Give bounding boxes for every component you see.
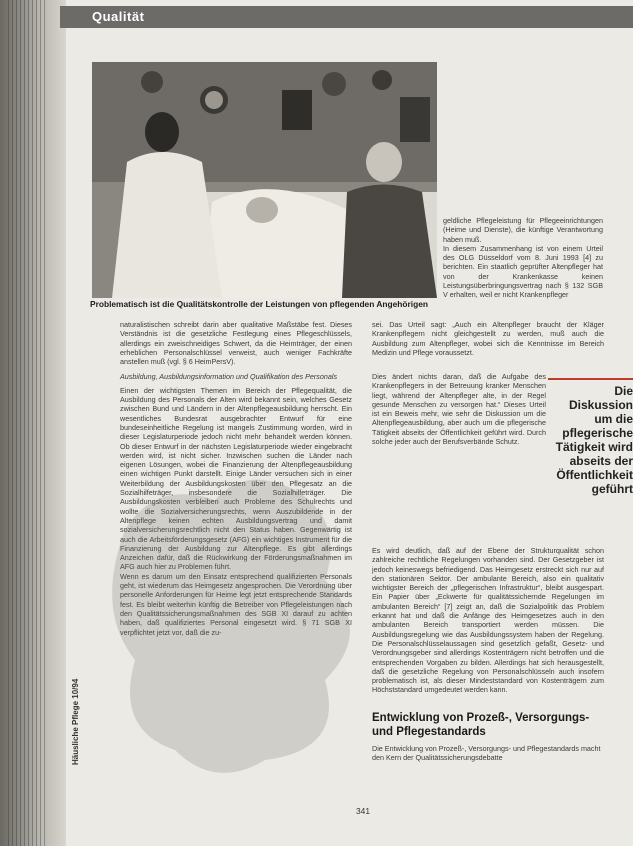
column-left: [120, 320, 352, 637]
paragraph: Dies ändert nichts daran, daß die Aufgabe des Krankenpflegers in der Betreuung kranker Menschen liegt, während der Altenpfleger alte, in der Regel gesunde Menschen zu versorgen hat.“ Dieses Urteil ist ein Beweis mehr, wie sehr die Diskussion um die Altenpflegeausbildung, aber auch um die pflegerische Tätigkeit abseits der Öffentlichkeit geführt wird. Durch solche jeder auch der Berufsverbände Schutz.: [372, 372, 546, 447]
section-header-bar: [60, 6, 633, 28]
section-heading: Entwicklung von Prozeß-, Versorgungs- und Pflegestandards: [372, 712, 590, 738]
page-number: 341: [356, 806, 370, 816]
paragraph: In diesem Zusammenhang ist von einem Urteil des OLG Düsseldorf vom 8. Juni 1993 [4] zu berichten. Ein staatlich geprüfter Altenpfleger hat von der Krankenkasse keinen Leistungsüberbringungsvertrag nach § 132 SGB V erhalten, weil er nicht Krankenpfleger: [443, 243, 603, 300]
section-body: Die Entwicklung von Prozeß-, Versorgungs- und Pflegestandards macht den Kern der Qualitätssicherungsdebatte: [372, 744, 601, 763]
paragraph: sei. Das Urteil sagt: „Auch ein Altenpfleger braucht der Kläger Krankenpflegern nicht gleichgestellt zu werden, muß auch die Ausbildung zum Altenpfleger, wobei sich die Kenntnisse im Bereich Medizin und Pflege voraussetzt.: [372, 320, 604, 357]
paragraph: geldliche Pflegeleistung für Pflegeeinrichtungen (Heime und Dienste), die künftige Verantwortung haben muß.: [443, 216, 603, 244]
photo-caption: Problematisch ist die Qualitätskontrolle der Leistungen von pflegenden Angehörigen: [90, 299, 428, 309]
column-right-intro: [372, 320, 604, 357]
paragraph: Einen der wichtigsten Themen im Bereich der Pflegequalität, die Ausbildung des Personals der Alten wird bekannt sein, welches Gesetz zwischen Bund und Ländern in der Altenpflegeausbildung herrscht. Ein wesentliches Bundesrat ausgebrachter Entwurf für eine bundeseinheitliche Regelung ist mangels Zustimmung worden, wird in dieser Legislaturperiode jedoch nicht mehr behandelt werden können. Ob dieser Entwurf in der nächsten Legislaturperiode wieder eingebracht werden wird, ist nicht sicher. Inzwischen suchen die Länder nach eigenen Lösungen, wobei die Finanzierung der Altenpflegeausbildung einen wichtigen Punkt darstellt. Einige Länder versuchen sich in einer Weiterbildung der Ausbildungskosten über den Pflegesatz an die Sozialhilfeträger, insbesondere die Sozialhilfeträger. Die Ausbildungskosten verbleiben auch Probleme des Schulrechts und wollte die Sozialversicherungsrechts, wenn Auszubildende in der Altenpflege keinen echten Ausbildungsvertrag und damit sozialversicherungsrechtlich nicht den Status haben. Gegenwärtig ist auch die Arbeitsförderungsgesetz (AFG) ein wichtiges Instrument für die Finanzierung der Ausbildung zur Altenpflege. Es gibt allerdings Anzeichen dafür, daß die Rückwirkung der Förderungsmaßnahmen im AFG auch hier zu Problemen führt.: [120, 385, 352, 572]
paragraph: naturalistischen schreibt darin aber qualitative Maßstäbe fest. Dieses Verständnis ist die gesetzliche Festlegung eines Pflegeschlüssels, allerdings ein zweischneidiges Schwert, da die Heimträger, der einen erheblichen Personalschlüssel verweist, auch weniger Fachkräfte anstellen muß (vgl. § 6 HeimPersV).: [120, 320, 352, 367]
column-top-right: [443, 216, 603, 300]
caregiving-photo-illustration: [92, 62, 437, 298]
subheading: Ausbildung, Ausbildungsinformation und Qualifikation des Personals: [120, 372, 338, 382]
pull-quote: Die Diskussion um die pflegerische Tätigkeit wird abseits der Öffentlichkeit geführt: [548, 378, 633, 496]
journal-issue-label: Häusliche Pflege 10/94: [71, 678, 80, 765]
paragraph: Wenn es darum um den Einsatz entsprechend qualifizierten Personals geht, ist wiederum das Heimgesetz angesprochen. Die Verordnung über personelle Anforderungen für Heime legt jetzt entsprechende Standards fest. Es bleibt weiterhin künftig die Betreiber von Pflegeleistungen nach den Qualitätssicherungsmaßnahmen des SGB XI darauf zu achten haben, daß qualifiziertes Personal eingesetzt wird. § 71 SGB XI verpflichtet jetzt vor, daß die zu-: [120, 571, 352, 637]
photograph: [92, 62, 437, 298]
section-title: Qualität: [92, 9, 145, 24]
paragraph: Es wird deutlich, daß auf der Ebene der Strukturqualität schon zahlreiche rechtliche Regelungen vorhanden sind. Der Gesetzgeber ist jedoch keineswegs befriedigend. Das Heimgesetz erstreckt sich nur auf den stationären Sektor. Der ambulante Bereich, also ein qualitativ wichtigster Bereich der „pflegerischen Infrastruktur“, bleibt ausgespart. Ein Papier über „Eckwerte für qualitätssichernde Regelungen im ambulanten Bereich“ [7] zeigt an, daß die Sozialpolitik das Problem erkannt hat und daß die Anfänge des Heimgesetzes auch in den ambulanten Bereich transportiert werden müssen. Die Ausbildungsregelung wie das Ausbildungssystem haben der Regelung. Die Personalschlüsselaussagen sind gesetzlich gefaßt, Gesetz- und Verordnungsgeber sind allerdings Kostenträgern nicht betroffen und die entsprechenden Vorgaben zu bilden. Allerdings hat sich herausgestellt, daß die gesetzliche Regelung von Personalschlüsseln auch insofern problematisch ist, als dieser Mindeststandard von Kostenträgern zum Höchststandard umgedeutet werden kann.: [372, 546, 604, 695]
book-spine: [0, 0, 66, 846]
column-right-wide: [372, 546, 604, 695]
column-right-narrow: [372, 372, 546, 446]
